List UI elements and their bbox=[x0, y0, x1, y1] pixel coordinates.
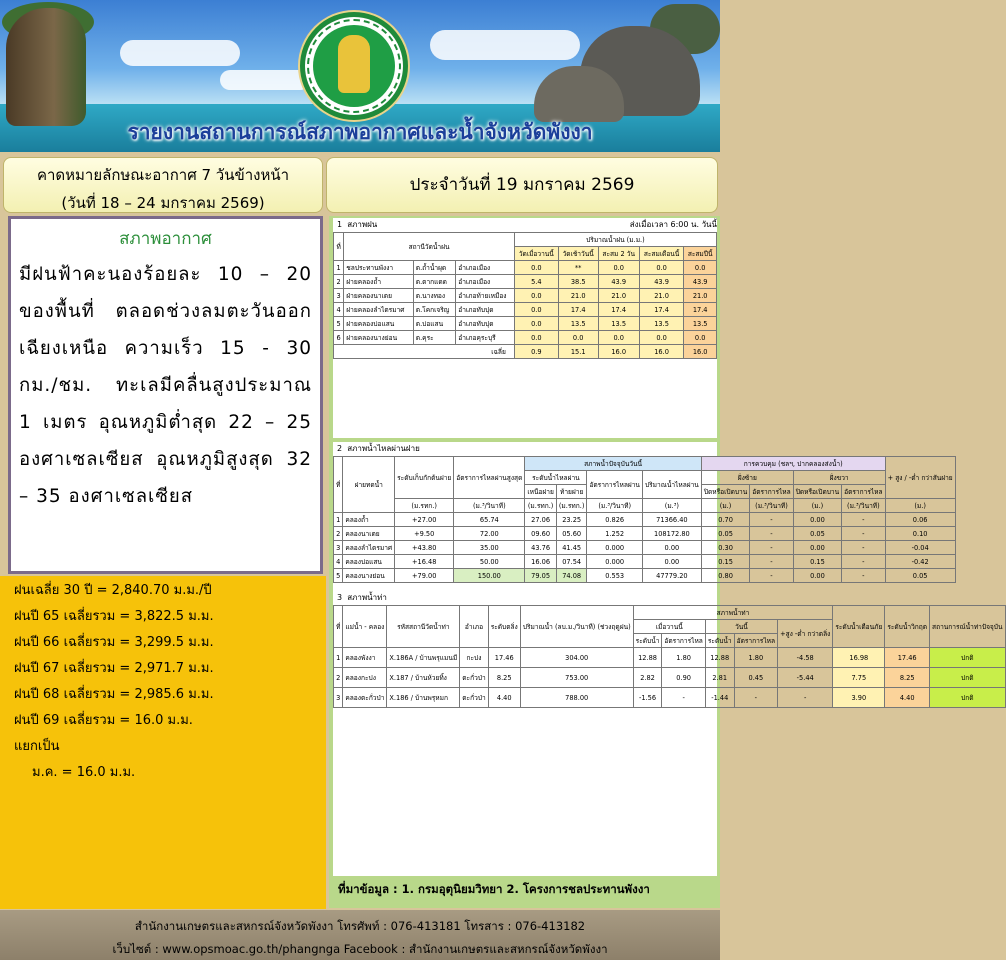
unit-cell: (ม.³) bbox=[642, 499, 701, 513]
table-cell: 16.98 bbox=[833, 648, 885, 668]
table-header: วัดเมื่อวานนี้ bbox=[514, 247, 558, 261]
table-cell: 07.54 bbox=[556, 555, 587, 569]
section-number: 2 bbox=[337, 444, 343, 453]
table-cell: 0.45 bbox=[734, 668, 777, 688]
table-cell: ต.โคกเจริญ bbox=[413, 303, 455, 317]
table-cell: ฝายคลองถ้ำ bbox=[344, 275, 414, 289]
table-row bbox=[334, 668, 1006, 688]
table-cell: 0.00 bbox=[793, 541, 841, 555]
table-cell: อำเภอทับปุด bbox=[456, 303, 515, 317]
table-header: สถานการณ์น้ำท่าปัจจุบัน bbox=[930, 606, 1005, 648]
table-header: ฝั่งขวา bbox=[793, 471, 885, 485]
table-cell: ** bbox=[558, 261, 598, 275]
table-header: สภาพน้ำปัจจุบันวันนี้ bbox=[525, 457, 701, 471]
table-cell: อำเภอท้ายเหมือง bbox=[456, 289, 515, 303]
avg-cell: 0.9 bbox=[514, 345, 558, 359]
table-cell: คลองตะกั่วป่า bbox=[343, 688, 387, 708]
table-header: อำเภอ bbox=[460, 606, 488, 648]
table-cell: 4.40 bbox=[488, 688, 520, 708]
unit-cell: (ม.³/วินาที) bbox=[842, 499, 885, 513]
table-cell: 0.0 bbox=[639, 331, 683, 345]
rain-table bbox=[333, 232, 717, 359]
table-header: สะสม 2 วัน bbox=[598, 247, 639, 261]
table-cell: ตะกั่วป่า bbox=[460, 668, 488, 688]
table-header: สะสมปีนี้ bbox=[684, 247, 717, 261]
table-cell: 2 bbox=[334, 527, 343, 541]
table-cell: 0.00 bbox=[642, 555, 701, 569]
table-cell: 0.30 bbox=[701, 541, 749, 555]
table-cell: 6 bbox=[334, 331, 344, 345]
section-number: 1 bbox=[337, 220, 343, 229]
table-cell: +43.80 bbox=[395, 541, 454, 555]
table-cell: ชลประทานพังงา bbox=[344, 261, 414, 275]
table-header: อัตราการไหล bbox=[734, 634, 777, 648]
table-header: ปิดหรือเปิดบาน bbox=[793, 485, 841, 499]
ministry-logo bbox=[300, 12, 408, 120]
table-cell: 0.553 bbox=[587, 569, 643, 583]
table-cell: 1 bbox=[334, 648, 343, 668]
table-cell: 8.25 bbox=[488, 668, 520, 688]
rain-stat-line: แยกเป็น bbox=[14, 739, 60, 754]
table-cell: 0.0 bbox=[598, 331, 639, 345]
table-cell: 0.10 bbox=[885, 527, 955, 541]
footer-contact: สำนักงานเกษตรและสหกรณ์จังหวัดพังงา โทรศัพท์ : 076-413181 โทรสาร : 076-413182 bbox=[134, 919, 586, 933]
table-header: รหัสสถานีวัดน้ำท่า bbox=[387, 606, 460, 648]
unit-cell: (ม.³/วินาที) bbox=[454, 499, 525, 513]
table-cell: 0.0 bbox=[684, 261, 717, 275]
data-source: ที่มาข้อมูล : 1. กรมอุตุนิยมวิทยา 2. โครงการชลประทานพังงา bbox=[330, 876, 718, 906]
table-cell: ตะกั่วป่า bbox=[460, 688, 488, 708]
weir-table bbox=[333, 456, 956, 583]
table-cell: - bbox=[750, 527, 793, 541]
table-cell: 3.90 bbox=[833, 688, 885, 708]
table-cell: ฝ่ายคลองนาเตย bbox=[344, 289, 414, 303]
sent-time: ส่งเมื่อเวลา 6:00 น. วันนี้ bbox=[629, 220, 717, 229]
table-cell: 21.0 bbox=[639, 289, 683, 303]
table-cell: 8.25 bbox=[885, 668, 930, 688]
table-cell: 0.00 bbox=[642, 541, 701, 555]
table-cell: 0.000 bbox=[587, 555, 643, 569]
island-image bbox=[6, 8, 86, 126]
runoff-table bbox=[333, 605, 1006, 708]
unit-cell: (ม.รทก.) bbox=[395, 499, 454, 513]
table-header: อัตราการไหลผ่านสูงสุด bbox=[454, 457, 525, 499]
table-cell: 12.88 bbox=[633, 648, 662, 668]
rain-stat-line: ฝนปี 67 เฉลี่ยรวม = 2,971.7 ม.ม. bbox=[14, 661, 214, 676]
table-cell: 7.75 bbox=[833, 668, 885, 688]
table-row bbox=[334, 527, 956, 541]
table-cell: 0.0 bbox=[514, 261, 558, 275]
table-cell: 2 bbox=[334, 275, 344, 289]
table-cell: 788.00 bbox=[520, 688, 633, 708]
table-cell: 2.82 bbox=[633, 668, 662, 688]
table-cell: 1.80 bbox=[734, 648, 777, 668]
table-cell: 0.0 bbox=[514, 331, 558, 345]
table-cell: 3 bbox=[334, 289, 344, 303]
table-cell: X.187 / บ้านห้วยทิ้ง bbox=[387, 668, 460, 688]
table-cell: 17.4 bbox=[598, 303, 639, 317]
table-cell: 1.80 bbox=[662, 648, 705, 668]
table-cell: 71366.40 bbox=[642, 513, 701, 527]
table-cell: X.186 / บ้านพรุหมก bbox=[387, 688, 460, 708]
table-row bbox=[334, 261, 717, 275]
table-cell: คลองถ้ำ bbox=[343, 513, 395, 527]
table-cell: - bbox=[842, 569, 885, 583]
table-row bbox=[334, 541, 956, 555]
table-header: อัตราการไหล bbox=[750, 485, 793, 499]
table-header: อัตราการไหล bbox=[842, 485, 885, 499]
section-number: 3 bbox=[337, 593, 343, 602]
table-cell: 0.0 bbox=[514, 303, 558, 317]
table-header: ท้ายฝาย bbox=[556, 485, 587, 499]
table-row bbox=[334, 688, 1006, 708]
avg-cell: 15.1 bbox=[558, 345, 598, 359]
table-cell: - bbox=[734, 688, 777, 708]
table-row bbox=[334, 555, 956, 569]
table-cell: ฝายคลองลำไตรมาศ bbox=[344, 303, 414, 317]
table-header: ปริมาณน้ำ (ลบ.ม./วินาที) (ช่วงฤดูฝน) bbox=[520, 606, 633, 648]
table-cell: 0.0 bbox=[514, 289, 558, 303]
table-header: เมื่อวานนี้ bbox=[633, 620, 705, 634]
rain-stat-line: ฝนปี 66 เฉลี่ยรวม = 3,299.5 ม.ม. bbox=[14, 635, 214, 650]
table-header: แม่น้ำ - คลอง bbox=[343, 606, 387, 648]
table-cell: 4 bbox=[334, 555, 343, 569]
table-cell: 3 bbox=[334, 688, 343, 708]
table-cell: 35.00 bbox=[454, 541, 525, 555]
table-cell: -0.04 bbox=[885, 541, 955, 555]
table-cell: 753.00 bbox=[520, 668, 633, 688]
report-date-header: ประจำวันที่ 19 มกราคม 2569 bbox=[326, 157, 718, 213]
table-header: ระดับน้ำ bbox=[705, 634, 734, 648]
forecast-period-header bbox=[3, 157, 323, 213]
table-cell: 47779.20 bbox=[642, 569, 701, 583]
unit-cell: (ม.) bbox=[885, 499, 955, 513]
avg-cell: 16.0 bbox=[639, 345, 683, 359]
table-header: สถานีวัดน้ำฝน bbox=[344, 233, 515, 261]
rain-stat-line: ฝนปี 69 เฉลี่ยรวม = 16.0 ม.ม. bbox=[14, 713, 193, 728]
table-cell: อำเภอเมือง bbox=[456, 275, 515, 289]
rain-section bbox=[333, 218, 717, 438]
table-header: วัดเช้าวันนี้ bbox=[558, 247, 598, 261]
table-cell: +9.50 bbox=[395, 527, 454, 541]
table-cell: คลองบ่อแสน bbox=[343, 555, 395, 569]
table-cell: - bbox=[842, 527, 885, 541]
weather-title: สภาพอากาศ bbox=[119, 229, 212, 249]
footer-website: เว็บไซต์ : www.opsmoac.go.th/phangnga Facebook : สำนักงานเกษตรและสหกรณ์จังหวัดพังงา bbox=[112, 942, 608, 956]
table-cell: 72.00 bbox=[454, 527, 525, 541]
forecast-title: คาดหมายลักษณะอากาศ 7 วันข้างหน้า bbox=[36, 166, 290, 184]
table-cell: -0.42 bbox=[885, 555, 955, 569]
table-cell: 5.4 bbox=[514, 275, 558, 289]
weather-text: มีฝนฟ้าคะนองร้อยละ 10 – 20 ของพื้นที่ ตลอดช่วงลมตะวันออกเฉียงเหนือ ความเร็ว 15 - 30 กม./ชม. ทะเลมีคลื่นสูงประมาณ 1 เมตร อุณหภูมิต่ำสุด 22 – 25 องศาเซลเซียส อุณหภูมิสูงสุด 32 – 35 องศาเซลเซียส bbox=[19, 264, 312, 507]
weir-section bbox=[333, 442, 1003, 882]
section-title: สภาพน้ำไหลผ่านฝาย bbox=[347, 444, 420, 453]
table-header: ปริมาณน้ำฝน (ม.ม.) bbox=[514, 233, 716, 247]
page-title: รายงานสถานการณ์สภาพอากาศและน้ำจังหวัดพังงา bbox=[127, 120, 593, 144]
header-banner bbox=[0, 0, 720, 152]
table-cell: 13.5 bbox=[598, 317, 639, 331]
table-row bbox=[334, 648, 1006, 668]
table-cell: - bbox=[750, 555, 793, 569]
table-cell: 09.60 bbox=[525, 527, 557, 541]
table-header: ที่ bbox=[334, 457, 343, 513]
table-cell: 17.46 bbox=[488, 648, 520, 668]
table-cell: ฝายคลองนางย่อน bbox=[344, 331, 414, 345]
table-header: ที่ bbox=[334, 606, 343, 648]
table-cell: 43.9 bbox=[639, 275, 683, 289]
table-cell: 23.25 bbox=[556, 513, 587, 527]
table-cell: 21.0 bbox=[558, 289, 598, 303]
table-cell: คลองกะปง bbox=[343, 668, 387, 688]
unit-cell: (ม.) bbox=[793, 499, 841, 513]
table-cell: 41.45 bbox=[556, 541, 587, 555]
table-cell: - bbox=[842, 555, 885, 569]
table-cell: 1 bbox=[334, 513, 343, 527]
table-cell: 4 bbox=[334, 303, 344, 317]
table-cell: อำเภอคุระบุรี bbox=[456, 331, 515, 345]
table-cell: 17.4 bbox=[684, 303, 717, 317]
table-cell: 21.0 bbox=[598, 289, 639, 303]
table-cell: - bbox=[842, 513, 885, 527]
table-cell: 304.00 bbox=[520, 648, 633, 668]
rain-stat-line: ฝนปี 65 เฉลี่ยรวม = 3,822.5 ม.ม. bbox=[14, 609, 214, 624]
table-cell: - bbox=[842, 541, 885, 555]
table-cell: - bbox=[778, 688, 833, 708]
table-header: ระดับน้ำ bbox=[633, 634, 662, 648]
table-cell: -1.44 bbox=[705, 688, 734, 708]
table-cell: 1 bbox=[334, 261, 344, 275]
table-cell: 2 bbox=[334, 668, 343, 688]
table-cell: 0.06 bbox=[885, 513, 955, 527]
cloud bbox=[120, 40, 240, 66]
table-cell: คลองนาเตย bbox=[343, 527, 395, 541]
cloud bbox=[220, 70, 310, 90]
status-badge: ปกติ bbox=[930, 668, 1005, 688]
rain-month-line: ม.ค. = 16.0 ม.ม. bbox=[32, 765, 136, 780]
table-cell: -4.58 bbox=[778, 648, 833, 668]
table-cell: 27.06 bbox=[525, 513, 557, 527]
table-cell: กะปง bbox=[460, 648, 488, 668]
table-cell: 0.05 bbox=[701, 527, 749, 541]
section-title: สภาพน้ำท่า bbox=[347, 593, 387, 602]
table-cell: 65.74 bbox=[454, 513, 525, 527]
table-cell: 5 bbox=[334, 569, 343, 583]
table-cell: 05.60 bbox=[556, 527, 587, 541]
table-cell: 0.80 bbox=[701, 569, 749, 583]
table-cell: 5 bbox=[334, 317, 344, 331]
avg-cell: 16.0 bbox=[684, 345, 717, 359]
table-cell: 13.5 bbox=[639, 317, 683, 331]
table-cell: 2.81 bbox=[705, 668, 734, 688]
avg-label: เฉลี่ย bbox=[334, 345, 515, 359]
avg-cell: 16.0 bbox=[598, 345, 639, 359]
table-cell: X.186A / บ้านพรุแมนมี bbox=[387, 648, 460, 668]
table-cell: 43.76 bbox=[525, 541, 557, 555]
table-cell: -1.56 bbox=[633, 688, 662, 708]
table-cell: -5.44 bbox=[778, 668, 833, 688]
table-cell: - bbox=[662, 688, 705, 708]
table-cell: 13.5 bbox=[684, 317, 717, 331]
section-title: สภาพฝน bbox=[347, 220, 378, 229]
table-cell: ต.คุระ bbox=[413, 331, 455, 345]
table-header: ระดับน้ำวิกฤต bbox=[885, 606, 930, 648]
table-cell: - bbox=[750, 513, 793, 527]
table-header: ฝั่งซ้าย bbox=[701, 471, 793, 485]
table-header: +สูง -ต่ำ กว่าตลิ่ง bbox=[778, 620, 833, 648]
table-header: ระดับน้ำไหลผ่าน bbox=[525, 471, 587, 485]
table-cell: 79.05 bbox=[525, 569, 557, 583]
table-header: สะสมเดือนนี้ bbox=[639, 247, 683, 261]
table-header: + สูง / -ต่ำ กว่าสันฝาย bbox=[885, 457, 955, 499]
table-cell: 74.08 bbox=[556, 569, 587, 583]
table-header: อัตราการไหลผ่าน bbox=[587, 471, 643, 499]
table-header: ระดับน้ำเตือนภัย bbox=[833, 606, 885, 648]
table-cell: 0.05 bbox=[885, 569, 955, 583]
table-row bbox=[334, 275, 717, 289]
unit-cell: (ม.รทก.) bbox=[525, 499, 557, 513]
table-cell: 3 bbox=[334, 541, 343, 555]
table-cell: 0.0 bbox=[598, 261, 639, 275]
table-cell: อำเภอทับปุด bbox=[456, 317, 515, 331]
table-cell: 150.00 bbox=[454, 569, 525, 583]
table-cell: 17.46 bbox=[885, 648, 930, 668]
status-badge: ปกติ bbox=[930, 648, 1005, 668]
rain-stat-line: ฝนเฉลี่ย 30 ปี = 2,840.70 ม.ม./ปี bbox=[14, 583, 212, 598]
table-header: ปริมาณน้ำไหลผ่าน bbox=[642, 471, 701, 499]
cloud bbox=[430, 30, 580, 60]
table-cell: 0.0 bbox=[684, 331, 717, 345]
table-cell: 0.00 bbox=[793, 569, 841, 583]
table-cell: ต.ตากแดด bbox=[413, 275, 455, 289]
table-cell: 0.90 bbox=[662, 668, 705, 688]
table-cell: 4.40 bbox=[885, 688, 930, 708]
table-header: เหนือฝาย bbox=[525, 485, 557, 499]
table-cell: 43.9 bbox=[684, 275, 717, 289]
table-cell: 12.88 bbox=[705, 648, 734, 668]
table-cell: 38.5 bbox=[558, 275, 598, 289]
rain-stats-box bbox=[0, 576, 326, 909]
forecast-dates: (วันที่ 18 – 24 มกราคม 2569) bbox=[61, 194, 265, 212]
table-cell: 43.9 bbox=[598, 275, 639, 289]
table-row bbox=[334, 317, 717, 331]
table-cell: +27.00 bbox=[395, 513, 454, 527]
table-header: วันนี้ bbox=[705, 620, 777, 634]
table-cell: - bbox=[750, 541, 793, 555]
weather-box bbox=[8, 216, 323, 574]
table-cell: 0.00 bbox=[793, 513, 841, 527]
table-row bbox=[334, 513, 956, 527]
rain-stat-line: ฝนปี 68 เฉลี่ยรวม = 2,985.6 ม.ม. bbox=[14, 687, 214, 702]
unit-cell: (ม.รทก.) bbox=[556, 499, 587, 513]
table-row bbox=[334, 289, 717, 303]
table-cell: ต.ถ้ำน้ำผุด bbox=[413, 261, 455, 275]
table-cell: +79.00 bbox=[395, 569, 454, 583]
table-cell: 108172.80 bbox=[642, 527, 701, 541]
table-cell: 0.000 bbox=[587, 541, 643, 555]
table-cell: 1.252 bbox=[587, 527, 643, 541]
unit-cell: (ม.³/วินาที) bbox=[750, 499, 793, 513]
table-header: ระดับเก็บกักต้นฝาย bbox=[395, 457, 454, 499]
table-cell: +16.48 bbox=[395, 555, 454, 569]
table-cell: ต.นางทอง bbox=[413, 289, 455, 303]
table-cell: คลองนางย่อน bbox=[343, 569, 395, 583]
table-header: การควบคุม (ชลฯ, ปากคลองส่งน้ำ) bbox=[701, 457, 885, 471]
table-cell: ฝายคลองบ่อแสน bbox=[344, 317, 414, 331]
table-cell: อำเภอเมือง bbox=[456, 261, 515, 275]
table-cell: 0.0 bbox=[514, 317, 558, 331]
table-cell: 21.0 bbox=[684, 289, 717, 303]
unit-cell: (ม.) bbox=[701, 499, 749, 513]
table-header: ที่ bbox=[334, 233, 344, 261]
table-cell: 17.4 bbox=[639, 303, 683, 317]
table-row bbox=[334, 303, 717, 317]
table-header: ระดับตลิ่ง bbox=[488, 606, 520, 648]
table-header: ปิดหรือเปิดบาน bbox=[701, 485, 749, 499]
status-badge: ปกติ bbox=[930, 688, 1005, 708]
table-cell: คลองลำไตรมาศ bbox=[343, 541, 395, 555]
table-cell: 0.0 bbox=[639, 261, 683, 275]
table-row bbox=[334, 331, 717, 345]
table-cell: 50.00 bbox=[454, 555, 525, 569]
table-cell: 0.15 bbox=[793, 555, 841, 569]
data-panel bbox=[329, 216, 1003, 908]
table-cell: 17.4 bbox=[558, 303, 598, 317]
table-cell: ต.บ่อแสน bbox=[413, 317, 455, 331]
unit-cell: (ม.³/วินาที) bbox=[587, 499, 643, 513]
table-cell: 13.5 bbox=[558, 317, 598, 331]
table-header: ฝายทดน้ำ bbox=[343, 457, 395, 513]
footer bbox=[0, 910, 720, 960]
table-cell: 0.0 bbox=[558, 331, 598, 345]
table-cell: - bbox=[750, 569, 793, 583]
table-cell: 0.15 bbox=[701, 555, 749, 569]
table-row bbox=[334, 569, 956, 583]
table-cell: 0.826 bbox=[587, 513, 643, 527]
table-header: สภาพน้ำท่า bbox=[633, 606, 833, 620]
table-header: อัตราการไหล bbox=[662, 634, 705, 648]
table-cell: 16.06 bbox=[525, 555, 557, 569]
table-cell: 0.70 bbox=[701, 513, 749, 527]
table-cell: คลองพังงา bbox=[343, 648, 387, 668]
table-cell: 0.05 bbox=[793, 527, 841, 541]
